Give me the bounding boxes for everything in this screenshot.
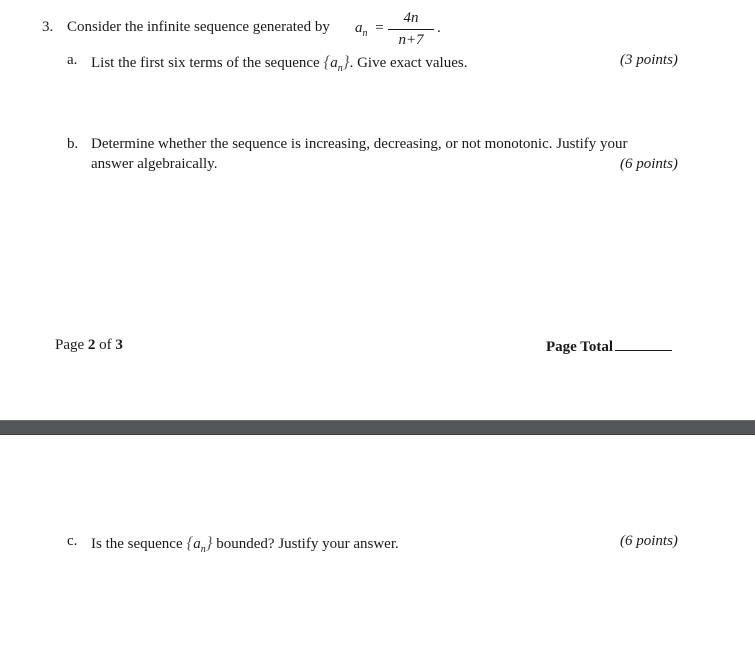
part-a-text-before: List the first six terms of the sequence	[91, 55, 320, 71]
page-current: 2	[87, 337, 96, 353]
part-c-label: c.	[67, 533, 78, 549]
page-total	[546, 337, 672, 356]
part-b-line1: Determine whether the sequence is increasing, decreasing, or not monotonic. Justify your	[91, 136, 628, 152]
part-c-sequence: $\{a_n\}$	[186, 533, 213, 555]
part-c-text-after: bounded? Justify your answer.	[216, 536, 399, 552]
part-a-label: a.	[67, 52, 78, 68]
page-total-count: 3	[115, 337, 123, 353]
page-number	[55, 337, 123, 354]
page-word: Page	[55, 337, 85, 353]
lhs-sub: n	[362, 28, 368, 39]
part-b-points: (6 points)	[620, 156, 678, 172]
page-total-blank	[615, 337, 672, 351]
part-c-points: (6 points)	[620, 533, 678, 549]
equals-sign: =	[375, 20, 384, 36]
fraction-numerator: 4n	[403, 10, 419, 26]
part-c-text-before: Is the sequence	[91, 536, 183, 552]
page-total-label: Page Total	[546, 339, 614, 355]
fraction-denominator: n+7	[398, 32, 424, 48]
formula-period: .	[437, 20, 441, 36]
sequence-lhs	[355, 20, 384, 37]
question-number: 3.	[42, 19, 54, 35]
lhs-var: a	[355, 20, 363, 36]
question-intro: Consider the infinite sequence generated by	[67, 19, 330, 35]
part-a-text	[91, 52, 467, 72]
part-c-text	[91, 533, 399, 553]
page-separator	[0, 420, 755, 435]
sequence-formula-fraction	[388, 10, 434, 49]
page-of: of	[99, 337, 112, 353]
part-b-line2: answer algebraically.	[91, 156, 218, 172]
fraction-bar	[388, 29, 434, 30]
part-b-label: b.	[67, 136, 79, 152]
part-a-points: (3 points)	[620, 52, 678, 68]
part-a-sequence: $\{a_n\}$	[323, 52, 350, 74]
part-a-text-after: . Give exact values.	[349, 55, 468, 71]
